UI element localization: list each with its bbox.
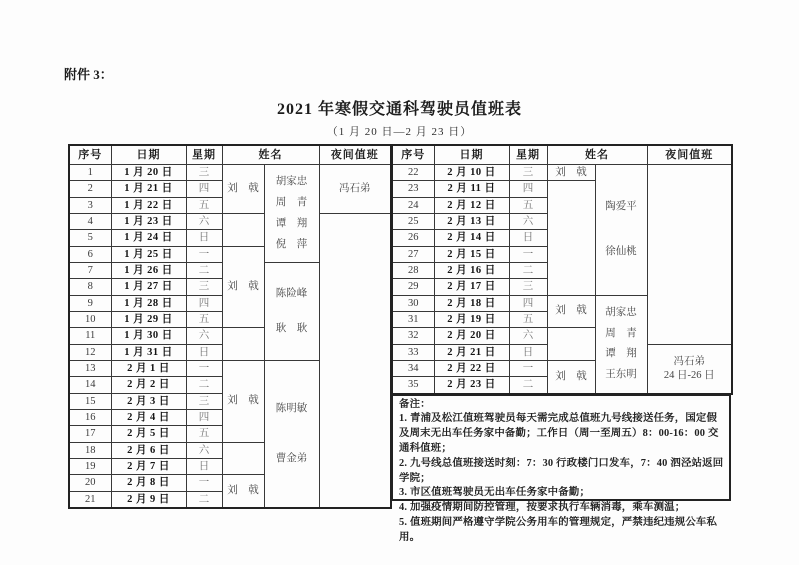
serial-cell: 11 [69,328,111,344]
date-cell: 2 月 21 日 [434,344,509,360]
date-cell: 2 月 6 日 [111,442,186,458]
weekday-cell: 一 [186,246,222,262]
date-cell: 2 月 11 日 [434,181,509,197]
date-cell: 2 月 1 日 [111,360,186,376]
officer-cell [222,360,264,442]
weekday-cell: 二 [509,377,547,394]
officer-cell [222,475,264,508]
date-cell: 1 月 28 日 [111,295,186,311]
officer-cell-content [548,362,595,391]
serial-cell: 17 [69,426,111,442]
serial-cell: 12 [69,344,111,360]
date-cell: 2 月 5 日 [111,426,186,442]
date-cell: 1 月 24 日 [111,230,186,246]
date-cell: 1 月 21 日 [111,181,186,197]
officer-cell [547,328,595,361]
duty-tables [68,144,733,543]
officer-cell-content [223,250,264,325]
date-cell: 2 月 4 日 [111,409,186,425]
name-line: 刘 戟 [555,370,587,382]
header-night: 夜间值班 [647,145,732,165]
serial-cell: 34 [392,360,434,376]
weekday-cell: 六 [509,328,547,344]
table-row [69,213,391,229]
date-cell: 1 月 26 日 [111,262,186,278]
weekday-cell: 日 [186,230,222,246]
officer-cell [222,246,264,328]
page-title: 2021 年寒假交通科驾驶员值班表 [276,101,522,118]
officer-cell-content [223,444,264,473]
header-row [69,145,391,165]
date-cell: 2 月 7 日 [111,458,186,474]
serial-cell: 32 [392,328,434,344]
weekday-cell: 六 [186,442,222,458]
notes-label: 备注： [399,398,431,410]
table-row [69,165,391,181]
name-line: 倪 萍 [275,238,308,250]
header-night: 夜间值班 [319,145,391,165]
serial-cell: 29 [392,279,434,295]
weekday-cell: 五 [186,311,222,327]
night-duty-cell-content [320,223,391,497]
header-name: 姓名 [222,145,319,165]
serial-cell: 28 [392,262,434,278]
header-no: 序号 [392,145,434,165]
note-item: 3. 市区值班驾驶员无出车任务家中备勤； [399,487,591,499]
date-cell: 1 月 30 日 [111,328,186,344]
serial-cell: 31 [392,311,434,327]
name-line: 陈明敏 [275,402,308,414]
header-week: 星期 [186,145,222,165]
name-line: 徐仙桃 [605,246,637,258]
name-line: 刘 戟 [227,280,259,292]
date-cell: 2 月 9 日 [111,491,186,508]
attachment-label: 附件 3： [64,67,113,82]
header-no: 序号 [69,145,111,165]
serial-cell: 9 [69,295,111,311]
drivers-cell [595,295,647,393]
night-duty-cell [319,213,391,507]
date-cell: 2 月 3 日 [111,393,186,409]
date-cell: 2 月 13 日 [434,213,509,229]
officer-cell [547,360,595,393]
date-cell: 2 月 18 日 [434,295,509,311]
officer-cell-content [223,364,264,439]
officer-cell [547,181,595,295]
notes-list [399,412,724,545]
serial-cell: 30 [392,295,434,311]
date-cell: 2 月 19 日 [434,311,509,327]
date-cell: 1 月 20 日 [111,165,186,181]
date-cell: 1 月 25 日 [111,246,186,262]
serial-cell: 19 [69,458,111,474]
name-line: 曹金弟 [275,452,308,464]
header-row [392,145,732,165]
duty-table-left-body [69,145,391,508]
officer-cell [222,213,264,246]
weekday-cell: 六 [186,213,222,229]
date-cell: 2 月 14 日 [434,230,509,246]
weekday-cell: 二 [186,262,222,278]
name-line: 谭 翔 [605,348,637,360]
date-cell: 2 月 12 日 [434,197,509,213]
drivers-cell-content [265,169,319,259]
date-cell: 2 月 8 日 [111,475,186,491]
weekday-cell: 三 [509,165,547,181]
weekday-cell: 日 [509,230,547,246]
name-line: 谭 翔 [275,217,308,229]
name-line: 王东明 [605,369,637,381]
weekday-cell: 三 [186,165,222,181]
weekday-cell: 一 [509,360,547,376]
weekday-cell: 二 [186,377,222,393]
note-item: 4. 加强疫情期间防控管理，按要求执行车辆消毒，乘车测温； [399,502,686,514]
serial-cell: 16 [69,409,111,425]
name-line: 24 日-26 日 [663,369,715,381]
weekday-cell: 六 [509,213,547,229]
serial-cell: 8 [69,279,111,295]
night-duty-cell [647,344,732,393]
officer-cell-content [548,166,595,179]
serial-cell: 25 [392,213,434,229]
serial-cell: 14 [69,377,111,393]
name-line: 刘 戟 [227,182,259,194]
officer-cell-content [223,477,264,506]
date-cell: 2 月 17 日 [434,279,509,295]
duty-table-right [391,144,733,395]
header-date: 日期 [434,145,509,165]
serial-cell: 18 [69,442,111,458]
officer-cell [547,165,595,181]
drivers-cell-content [265,366,319,502]
name-line: 胡家忠 [275,176,308,188]
weekday-cell: 三 [509,279,547,295]
weekday-cell: 五 [509,197,547,213]
weekday-cell: 五 [509,311,547,327]
name-line: 周 青 [605,327,637,339]
weekday-cell: 日 [186,458,222,474]
serial-cell: 10 [69,311,111,327]
serial-cell: 13 [69,360,111,376]
serial-cell: 20 [69,475,111,491]
serial-cell: 33 [392,344,434,360]
weekday-cell: 二 [186,491,222,508]
date-cell: 2 月 23 日 [434,377,509,394]
right-column [391,144,733,543]
weekday-cell: 三 [186,279,222,295]
weekday-cell: 五 [186,426,222,442]
date-cell: 1 月 23 日 [111,213,186,229]
weekday-cell: 四 [509,295,547,311]
name-line: 胡家忠 [605,306,637,318]
weekday-cell: 三 [186,393,222,409]
serial-cell: 4 [69,213,111,229]
weekday-cell: 日 [186,344,222,360]
drivers-cell [595,165,647,296]
date-cell: 2 月 10 日 [434,165,509,181]
weekday-cell: 四 [186,409,222,425]
name-line: 陈险峰 [275,288,308,300]
name-line: 耿 耿 [275,322,308,334]
night-duty-cell-content [648,171,732,338]
name-line: 陶爱平 [605,201,637,213]
weekday-cell: 一 [186,475,222,491]
name-line: 刘 戟 [227,485,259,497]
serial-cell: 3 [69,197,111,213]
duty-table-left [68,144,392,509]
officer-cell-content [548,297,595,326]
officer-cell [222,165,264,214]
weekday-cell: 五 [186,197,222,213]
weekday-cell: 四 [509,181,547,197]
drivers-cell [264,360,319,507]
name-line: 刘 戟 [555,166,587,178]
date-cell: 2 月 20 日 [434,328,509,344]
serial-cell: 22 [392,165,434,181]
night-duty-cell [319,165,391,214]
header-name: 姓名 [547,145,647,165]
note-item: 5. 值班期间严格遵守学院公务用车的管理规定，严禁违纪违规公车私用。 [399,516,718,543]
weekday-cell: 二 [509,262,547,278]
weekday-cell: 四 [186,181,222,197]
drivers-cell-content [596,170,647,291]
serial-cell: 27 [392,246,434,262]
weekday-cell: 日 [509,344,547,360]
serial-cell: 23 [392,181,434,197]
serial-cell: 21 [69,491,111,508]
night-duty-cell [647,165,732,345]
serial-cell: 15 [69,393,111,409]
weekday-cell: 一 [509,246,547,262]
date-cell: 1 月 29 日 [111,311,186,327]
date-cell: 1 月 22 日 [111,197,186,213]
serial-cell: 26 [392,230,434,246]
serial-cell: 5 [69,230,111,246]
officer-cell-content [223,167,264,211]
drivers-cell [264,165,319,263]
date-cell: 2 月 2 日 [111,377,186,393]
date-cell: 2 月 15 日 [434,246,509,262]
serial-cell: 6 [69,246,111,262]
officer-cell-content [548,330,595,359]
date-cell: 1 月 27 日 [111,279,186,295]
officer-cell [222,328,264,361]
night-duty-cell-content [648,347,732,391]
drivers-cell-content [265,266,319,356]
weekday-cell: 一 [186,360,222,376]
date-cell: 2 月 22 日 [434,360,509,376]
note-item: 2. 九号线总值班接送时刻：7：30 行政楼门口发车，7：40 泗泾站返回学院； [399,457,724,484]
notes-block [391,394,731,543]
name-line: 周 青 [275,197,308,209]
officer-cell-content [223,215,264,244]
drivers-cell [264,262,319,360]
duty-table-right-body [392,145,732,394]
serial-cell: 35 [392,377,434,394]
serial-cell: 2 [69,181,111,197]
name-line: 冯石弟 [339,182,371,194]
date-cell: 1 月 31 日 [111,344,186,360]
officer-cell [547,295,595,328]
weekday-cell: 四 [186,295,222,311]
name-line: 刘 戟 [555,305,587,317]
serial-cell: 7 [69,262,111,278]
officer-cell-content [223,330,264,359]
header-week: 星期 [509,145,547,165]
table-row [392,165,732,181]
page-subtitle: （1 月 20 日—2 月 23 日） [326,126,473,138]
name-line: 刘 戟 [227,395,259,407]
note-item: 1. 青浦及松江值班驾驶员每天需完成总值班九号线接送任务，国定假及周末无出车任务家中备勤；工作日（周一至周五）8：00-16：00 交通科值班； [399,413,719,454]
weekday-cell: 六 [186,328,222,344]
drivers-cell-content [596,299,647,389]
officer-cell-content [548,185,595,290]
serial-cell: 1 [69,165,111,181]
serial-cell: 24 [392,197,434,213]
name-line: 冯石弟 [673,355,705,367]
header-date: 日期 [111,145,186,165]
officer-cell [222,442,264,475]
night-duty-cell-content [320,167,391,211]
date-cell: 2 月 16 日 [434,262,509,278]
